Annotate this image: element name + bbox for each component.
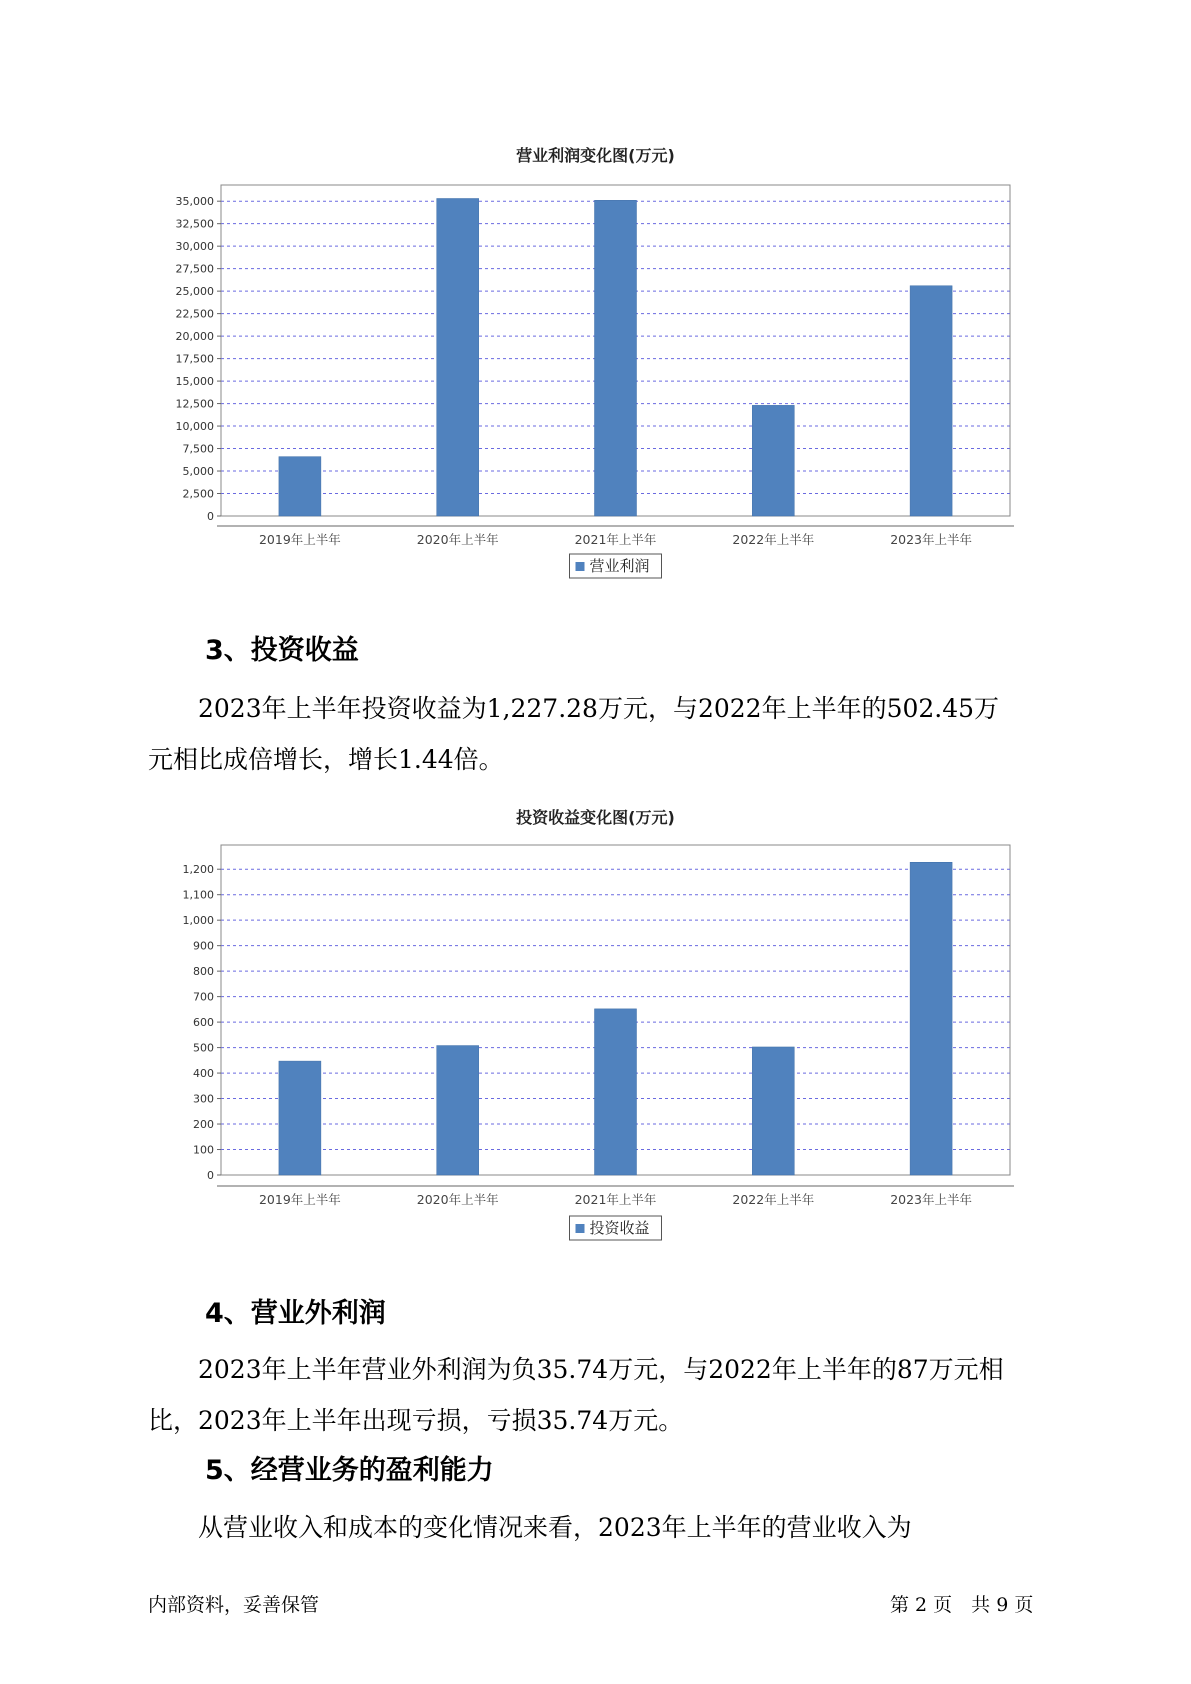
chart1-ytick-label: 7,500 xyxy=(182,442,214,456)
chart2-ytick-label: 0 xyxy=(207,1169,214,1182)
chart2-category-label: 2023年上半年 xyxy=(890,1192,973,1207)
section4-paragraph xyxy=(148,1344,1068,1446)
section3-line-2: 元相比成倍增长，增长1.44倍。 xyxy=(148,745,504,774)
chart1-category-label: 2023年上半年 xyxy=(890,532,973,547)
chart1-ytick-label: 30,000 xyxy=(175,240,214,254)
section3-heading: 3、投资收益 xyxy=(205,635,359,666)
footer-left: 内部资料，妥善保管 xyxy=(148,1594,320,1616)
chart2-category-label: 2022年上半年 xyxy=(732,1192,815,1207)
chart2-ytick-label: 200 xyxy=(193,1118,214,1132)
section3-line-1: 2023年上半年投资收益为1,227.28万元，与2022年上半年的502.45万 xyxy=(148,694,1000,723)
chart1-ytick-label: 27,500 xyxy=(175,262,214,276)
chart1-ytick-label: 22,500 xyxy=(175,307,214,321)
chart1-ytick-label: 32,500 xyxy=(175,217,214,231)
section5-heading: 5、经营业务的盈利能力 xyxy=(205,1455,494,1486)
footer-page-number: 第 2 页 共 9 页 xyxy=(890,1594,1034,1616)
chart1-ytick-label: 20,000 xyxy=(175,330,214,344)
chart1-ytick-label: 2,500 xyxy=(182,487,214,501)
chart2-legend-swatch xyxy=(576,1224,585,1233)
chart1-ytick-label: 17,500 xyxy=(175,352,214,366)
chart2-bar xyxy=(752,1047,794,1175)
chart1-category-label: 2019年上半年 xyxy=(258,532,341,547)
chart1-title: 营业利润变化图(万元) xyxy=(516,146,675,165)
chart1-legend-label: 营业利润 xyxy=(589,557,650,575)
chart2-category-label: 2020年上半年 xyxy=(416,1192,499,1207)
chart1-ytick-label: 10,000 xyxy=(175,420,214,434)
chart1-ytick-label: 12,500 xyxy=(175,397,214,411)
chart2-ytick-label: 1,100 xyxy=(182,888,214,902)
chart2-ytick-label: 1,200 xyxy=(182,863,214,877)
chart2-legend-label: 投资收益 xyxy=(589,1219,650,1237)
section4-line-2: 比，2023年上半年出现亏损，亏损35.74万元。 xyxy=(148,1406,684,1435)
section4-heading: 4、营业外利润 xyxy=(205,1298,386,1329)
chart1-ytick-label: 25,000 xyxy=(175,285,214,299)
chart2-bar xyxy=(910,862,952,1175)
chart2-title: 投资收益变化图(万元) xyxy=(516,808,675,827)
chart2-category-label: 2021年上半年 xyxy=(574,1192,657,1207)
chart2-bar xyxy=(437,1046,479,1175)
chart1-ytick-label: 0 xyxy=(207,510,214,523)
chart1-ytick-label: 5,000 xyxy=(182,465,214,479)
chart2-ytick-label: 900 xyxy=(193,939,214,953)
chart1-ytick-label: 15,000 xyxy=(175,375,214,389)
chart1-category-label: 2021年上半年 xyxy=(574,532,657,547)
section5-line-1: 从营业收入和成本的变化情况来看，2023年上半年的营业收入为 xyxy=(148,1513,912,1542)
section5-paragraph xyxy=(148,1502,1068,1553)
chart2-ytick-label: 600 xyxy=(193,1016,214,1030)
chart2-category-label: 2019年上半年 xyxy=(258,1192,341,1207)
chart2-ytick-label: 800 xyxy=(193,965,214,979)
chart2-ytick-label: 500 xyxy=(193,1041,214,1055)
chart2-bar xyxy=(279,1061,321,1175)
chart2-ytick-label: 100 xyxy=(193,1143,214,1157)
chart1-category-label: 2020年上半年 xyxy=(416,532,499,547)
section4-line-1: 2023年上半年营业外利润为负35.74万元，与2022年上半年的87万元相 xyxy=(148,1355,1004,1384)
chart2-bar xyxy=(595,1009,637,1175)
chart2-ytick-label: 400 xyxy=(193,1067,214,1081)
chart2-ytick-label: 300 xyxy=(193,1092,214,1106)
chart1-ytick-label: 35,000 xyxy=(175,195,214,209)
chart2-ytick-label: 700 xyxy=(193,990,214,1004)
chart2-ytick-label: 1,000 xyxy=(182,914,214,928)
chart1-category-label: 2022年上半年 xyxy=(732,532,815,547)
